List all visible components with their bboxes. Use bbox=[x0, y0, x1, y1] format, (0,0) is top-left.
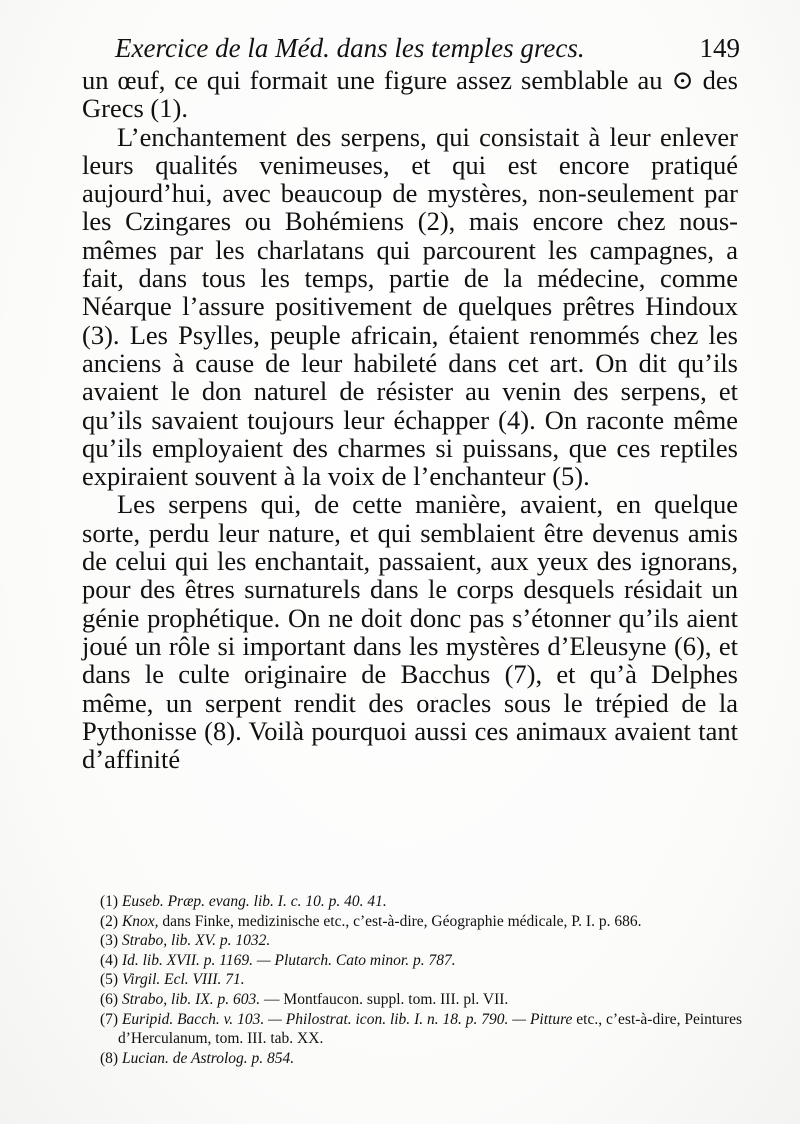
running-title: Exercice de la Méd. dans les temples grecs. bbox=[115, 33, 585, 63]
paragraph-continuation: un œuf, ce qui formait une figure assez semblable au ⊙ des Grecs (1). bbox=[82, 65, 738, 124]
footnote: (3) Strabo, lib. XV. p. 1032. bbox=[100, 932, 271, 950]
footnote: (1) Euseb. Præp. evang. lib. I. c. 10. p. 40. 41. bbox=[100, 893, 387, 910]
paragraph-serpent-charming: L’enchantement des serpens, qui consistait à leur enlever leurs qualités venimeuses, et qui est encore pratiqué aujourd’hui, avec beaucoup de mystères, non-seulement par les Czingares ou Bohémiens (2), mais encore chez nous-mêmes par les charlatans qui parcourent les campagnes, a fait, dans tous les temps, partie de la médecine, comme Néarque l’assure positivement de quelques prêtres Hindoux (3). Les Psylles, peuple africain, étaient renommés chez les anciens à cause de leur habileté dans cet art. On dit qu’ils avaient le don naturel de résister au venin des serpens, et qu’ils savaient toujours leur échapper (4). On raconte même qu’ils employaient des charmes si puissans, que ces reptiles expiraient souvent à la voix de l’enchanteur (5). bbox=[82, 121, 738, 492]
page-number: 149 bbox=[699, 33, 740, 63]
body-text bbox=[82, 66, 738, 773]
footnote: (2) Knox, dans Finke, medizinische etc., c’est-à-dire, Géographie médicale, P. I. p. 686. bbox=[100, 912, 642, 930]
footnote: (4) Id. lib. XVII. p. 1169. — Plutarch. Cato minor. p. 787. bbox=[100, 951, 456, 969]
footnote: (8) Lucian. de Astrolog. p. 854. bbox=[100, 1049, 295, 1067]
paragraph-serpent-oracles: Les serpens qui, de cette manière, avaient, en quelque sorte, perdu leur nature, et qui semblaient être devenus amis de celui qui les enchantait, passaient, aux yeux des ignorans, pour des êtres surnaturels dans le corps desquels résidait un génie prophétique. On ne doit donc pas s’étonner qu’ils aient joué un rôle si important dans les mystères d’Eleusyne (6), et dans le culte originaire de Bacchus (7), et qu’à Delphes même, un serpent rendit des oracles sous le trépied de la Pythonisse (8). Voilà pourquoi aussi ces animaux avaient tant d’affinité bbox=[82, 489, 738, 775]
footnotes bbox=[100, 892, 742, 1068]
footnote: (6) Strabo, lib. IX. p. 603. — Montfaucon. suppl. tom. III. pl. VII. bbox=[100, 990, 509, 1008]
page-header bbox=[115, 30, 740, 66]
footnote: (7) Euripid. Bacch. v. 103. — Philostrat. icon. lib. I. n. 18. p. 790. — Pitture etc., c’est-à-dire, Peintures d’Herculanum, tom. III. tab. XX. bbox=[100, 1010, 743, 1048]
footnote: (5) Virgil. Ecl. VIII. 71. bbox=[100, 971, 245, 989]
